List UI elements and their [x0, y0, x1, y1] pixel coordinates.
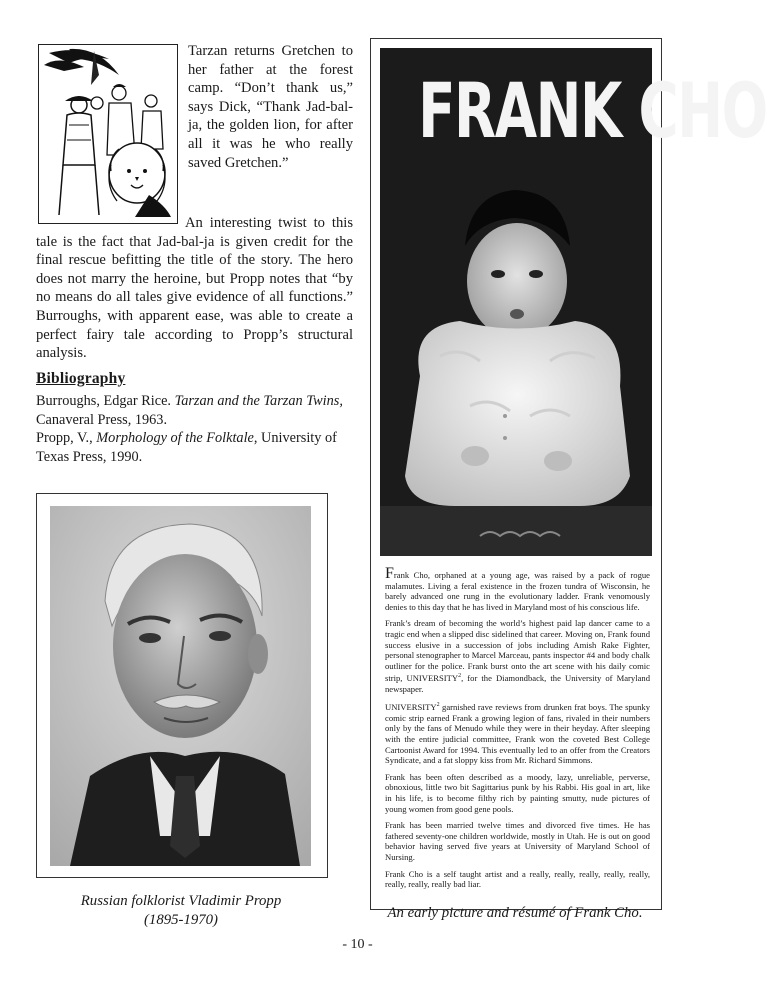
- bibliography-entry: [36, 429, 358, 466]
- bibliography-list: [36, 392, 358, 466]
- frank-cho-title: FRANK CHO: [418, 66, 767, 155]
- frank-cho-bio: [385, 565, 650, 896]
- bibliography-entry: [36, 392, 358, 429]
- bio-paragraph: Frank Cho is a self taught artist and a really, really, really, really, really, really, really, really bad liar.: [385, 868, 650, 890]
- propp-caption: [36, 892, 326, 930]
- bib-publisher: , University of Texas Press, 1990.: [36, 430, 337, 465]
- bio-paragraph: [385, 700, 650, 765]
- bio-paragraph: [385, 565, 650, 612]
- bio-text: rank Cho, orphaned at a young age, was raised by a pack of rogue malamutes. Living a feral existence in the frozen tundra of Wisconsin, he barely advanced one rung in the evolutionary ladder. Frank venomously denies to this day that he has lived in Maryland most of his conscious life.: [385, 570, 650, 612]
- bio-text: Frank’s dream of becoming the world’s highest paid lap dancer came to a tragic end when a slipped disc sidelined that career. Moving on, Frank found success elusive in a succession of jobs including Amish Rake Fighter, personal stenographer to Marcel Marceau, pants inspector #4 and body chalk outliner for the police. Frank burst onto the art scene with his daily comic strip, UNIVERSITY: [385, 618, 650, 684]
- bib-author: Propp, V.,: [36, 430, 97, 447]
- frank-cho-caption: An early picture and résumé of Frank Cho.: [387, 905, 643, 921]
- bio-superscript: 2: [458, 673, 462, 680]
- bib-publisher: Canaveral Press, 1963.: [36, 411, 168, 428]
- propp-portrait-photo: [50, 506, 311, 866]
- article-paragraph-intro: Tarzan returns Gretchen to her father at the forest camp. “Don’t thank us,” says Dick, “Thank Jad-bal-ja, the golden lion, for after all it was he who really saved Gretchen.”: [188, 43, 353, 171]
- page-number: - 10 -: [342, 937, 373, 952]
- bio-paragraph: [385, 618, 650, 694]
- frank-cho-photo-area: [380, 48, 767, 556]
- bio-text: garnished rave reviews from drunken frat boys. The spunky comic strip earned Frank a growing legion of fans, rivaled in their numbers only by the fans of Menudo while they were in their heyday. After sleeping with the entire judicial committee, Frank won the coveted Best College Cartoonist Award for 1994. This eventually led to an offer from the Creators Syndicate, and a fat sloppy kiss from Mr. Richard Simmons.: [385, 702, 650, 766]
- bib-title: Morphology of the Folktale: [96, 430, 254, 447]
- frank-cho-panel: [370, 38, 767, 910]
- bib-author: Burroughs, Edgar Rice.: [36, 393, 175, 409]
- bio-dropcap: F: [385, 565, 394, 582]
- bio-paragraph: Frank has been married twelve times and divorced five times. He has fathered seventy-one children worldwide, mostly in Utah. He is out on good behavior having served five years at University of Maryland School of Nursing.: [385, 820, 650, 862]
- bib-title: Tarzan and the Tarzan Twins,: [174, 393, 343, 409]
- bibliography-heading: Bibliography: [36, 370, 126, 387]
- bio-paragraph: Frank has been often described as a moody, lazy, unreliable, perverse, obnoxious, little two bit Sagittarius punk by his Rabbi. His goal in art, like in his life, is to become filthy rich by painting smutty, nude pictures of young women from good gene pools.: [385, 771, 650, 814]
- article-paragraph-twist: An interesting twist to this tale is the fact that Jad-bal-ja is given credit for the final rescue befitting the title of the story. The hero does not marry the heroine, but Propp notes that “by no means do all tales give evidence of all functions.” Burroughs, with apparent ease, was able to create a perfect fairy tale according to Propp’s structural analysis.: [36, 215, 353, 362]
- propp-caption-name: Russian folklorist Vladimir Propp: [80, 893, 282, 909]
- propp-photo-frame: [36, 493, 328, 878]
- baby-photo: [380, 176, 652, 556]
- tarzan-illustration: [38, 44, 178, 224]
- bio-text: , for the Diamondback, the University of Maryland newspaper.: [385, 673, 650, 694]
- bio-text: UNIVERSITY: [385, 702, 437, 713]
- propp-caption-years: (1895-1970): [144, 912, 218, 928]
- bio-superscript: 2: [436, 702, 440, 709]
